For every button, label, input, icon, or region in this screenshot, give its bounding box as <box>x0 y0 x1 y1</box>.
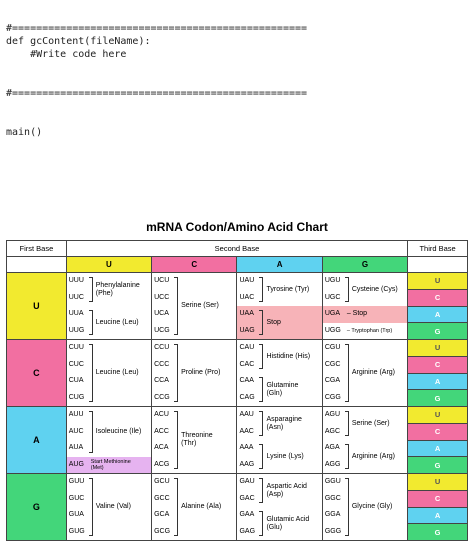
amino-acid-name: Phenylalanine <box>95 281 140 289</box>
codon-label: CGG <box>324 393 341 401</box>
codon-cell <box>152 340 237 407</box>
codon-label: CCG <box>154 393 170 401</box>
codon-cell <box>322 407 407 474</box>
codon-label: UCG <box>154 326 170 334</box>
first-base-u: U <box>7 273 67 340</box>
codon-label: UUU <box>68 277 84 284</box>
amino-acid-name: Histidine (His) <box>266 352 311 360</box>
amino-acid-label <box>96 503 131 511</box>
codon-group-bracket <box>174 344 178 402</box>
amino-acid-label <box>266 286 309 294</box>
amino-acid-label <box>266 453 303 461</box>
codon-label: GAA <box>239 511 255 518</box>
amino-acid-label <box>96 369 139 377</box>
codon-label: AAU <box>239 411 254 418</box>
codon-label: AUG <box>68 460 84 468</box>
first-base-header: First Base <box>7 241 67 257</box>
codon-label: GUU <box>68 478 85 485</box>
codon-label: AAC <box>239 427 254 435</box>
codon-label: AUC <box>68 427 84 435</box>
codon-label: CGU <box>324 344 341 351</box>
amino-acid-name: Arginine (Arg) <box>351 452 396 460</box>
amino-acid-name: Serine (Ser) <box>351 419 390 427</box>
codon-cell <box>152 407 237 474</box>
third-base-c: C <box>408 289 468 306</box>
amino-acid-abbr: (Asn) <box>266 423 284 431</box>
codon-cell <box>66 273 151 340</box>
first-base-c: C <box>7 340 67 407</box>
amino-acid-label <box>347 310 367 318</box>
codon-group-bracket <box>259 310 263 335</box>
code-editor[interactable] <box>6 22 466 139</box>
codon-group-bracket <box>89 310 93 335</box>
amino-acid-label <box>96 282 140 298</box>
first-base-g: G <box>7 474 67 541</box>
codon-cell <box>237 474 322 541</box>
codon-label: CAG <box>239 393 255 401</box>
codon-label: UUC <box>68 293 84 301</box>
codon-cell <box>66 474 151 541</box>
third-base-g: G <box>408 390 468 407</box>
amino-acid-name: Tyrosine (Tyr) <box>266 285 310 293</box>
codon-group-bracket <box>259 344 263 369</box>
amino-acid-name: Glutamic Acid <box>266 515 310 523</box>
codon-label: ACU <box>154 411 169 418</box>
amino-acid-abbr: (Gln) <box>266 389 283 397</box>
amino-acid-name: Glycine (Gly) <box>351 503 393 510</box>
codon-group-bracket <box>259 277 263 302</box>
codon-label: UUG <box>68 326 85 334</box>
amino-acid-label <box>352 503 392 511</box>
codon-label: AAG <box>239 460 255 468</box>
amino-acid-name: Asparagine <box>266 415 302 423</box>
third-base-header: Third Base <box>408 241 468 257</box>
codon-group-bracket <box>259 444 263 469</box>
codon-label: ACA <box>154 444 169 451</box>
codon-cell <box>237 273 322 340</box>
amino-acid-label <box>96 319 139 327</box>
amino-acid-label <box>347 328 392 334</box>
third-base-c: C <box>408 356 468 373</box>
second-base-c: C <box>152 257 237 273</box>
amino-acid-label <box>352 420 390 428</box>
codon-label: UUA <box>68 310 84 317</box>
codon-label: UAG <box>239 326 255 334</box>
codon-label: CCU <box>154 344 170 351</box>
codon-group-bracket <box>259 411 263 436</box>
codon-cell <box>237 407 322 474</box>
codon-group-bracket <box>259 377 263 402</box>
amino-acid-name: Start Methionine <box>90 458 131 465</box>
amino-acid-label <box>266 353 310 361</box>
codon-group-bracket <box>89 411 93 453</box>
codon-label: GUG <box>68 527 85 535</box>
codon-label: GCU <box>154 478 170 485</box>
amino-acid-label <box>91 459 131 471</box>
codon-cell <box>322 474 407 541</box>
amino-acid-label <box>266 319 280 327</box>
codon-label: UCU <box>154 277 170 284</box>
codon-label: CGC <box>324 360 341 368</box>
amino-acid-label <box>352 369 395 377</box>
codon-label: CAA <box>239 377 254 384</box>
third-base-c: C <box>408 490 468 507</box>
amino-acid-name: – Stop <box>346 310 368 318</box>
codon-label: CAU <box>239 344 255 351</box>
codon-label: UGG <box>324 326 341 334</box>
amino-acid-abbr: (Phe) <box>95 289 113 297</box>
second-base-u: U <box>66 257 151 273</box>
third-base-g: G <box>408 457 468 474</box>
codon-label: UCC <box>154 293 170 301</box>
codon-label: GAG <box>239 527 256 535</box>
codon-table <box>6 240 468 541</box>
amino-acid-label <box>266 382 298 398</box>
codon-group-bracket <box>174 277 178 335</box>
codon-group-bracket <box>345 444 349 469</box>
codon-cell <box>66 340 151 407</box>
codon-label: GUA <box>68 511 84 518</box>
codon-label: AUU <box>68 411 84 418</box>
amino-acid-label <box>352 453 395 461</box>
codon-label: UGA <box>324 310 340 317</box>
amino-acid-name: – Tryptophan (Trp) <box>346 327 393 334</box>
third-base-c: C <box>408 423 468 440</box>
code-separator-bottom: #================================================= <box>6 88 308 99</box>
codon-label: GAU <box>239 478 255 485</box>
codon-label: CCC <box>154 360 170 368</box>
codon-label: AGC <box>324 427 340 435</box>
codon-label: CAC <box>239 360 255 368</box>
codon-label: CUC <box>68 360 84 368</box>
amino-acid-abbr: (Met) <box>90 464 104 471</box>
codon-group-bracket <box>345 344 349 402</box>
codon-label: GGU <box>324 478 341 485</box>
codon-cell <box>152 474 237 541</box>
amino-acid-name: Leucine (Leu) <box>95 369 139 376</box>
code-separator-top: #================================================= <box>6 23 308 34</box>
codon-label: GCC <box>154 494 170 502</box>
amino-acid-name: Lysine (Lys) <box>266 452 304 460</box>
codon-label: AGG <box>324 460 341 468</box>
codon-label: CGA <box>324 377 340 384</box>
codon-group-bracket <box>89 277 93 302</box>
codon-label: UCA <box>154 310 169 317</box>
amino-acid-name: Valine (Val) <box>95 503 131 510</box>
codon-cell <box>322 340 407 407</box>
codon-group-bracket <box>174 478 178 536</box>
codon-label: UAA <box>239 310 254 317</box>
codon-label: GCA <box>154 511 170 518</box>
first-base-a: A <box>7 407 67 474</box>
codon-label: CUU <box>68 344 84 351</box>
second-base-a: A <box>237 257 322 273</box>
codon-label: ACG <box>154 460 170 468</box>
amino-acid-label <box>181 503 221 511</box>
codon-label: CUG <box>68 393 85 401</box>
third-base-a: A <box>408 306 468 323</box>
amino-acid-name: Arginine (Arg) <box>351 369 396 376</box>
third-base-u: U <box>408 407 468 424</box>
amino-acid-name: Isoleucine (Ile) <box>95 427 142 435</box>
amino-acid-name: Stop <box>266 318 281 326</box>
amino-acid-label <box>181 432 213 448</box>
third-base-u: U <box>408 340 468 357</box>
codon-label: GGA <box>324 511 341 518</box>
codon-label: GUC <box>68 494 85 502</box>
codon-label: UGU <box>324 277 341 284</box>
codon-cell <box>322 273 407 340</box>
codon-group-bracket <box>345 277 349 302</box>
amino-acid-abbr: (Glu) <box>266 523 283 531</box>
amino-acid-abbr: (Asp) <box>266 490 284 498</box>
codon-label: AAA <box>239 444 254 451</box>
amino-acid-name: Aspartic Acid <box>266 482 307 490</box>
code-main-call: main() <box>6 127 43 138</box>
amino-acid-label <box>181 369 220 377</box>
amino-acid-name: Proline (Pro) <box>181 369 221 376</box>
amino-acid-label <box>352 286 398 294</box>
codon-label: GCG <box>154 527 171 535</box>
third-base-a: A <box>408 373 468 390</box>
codon-label: UAC <box>239 293 255 301</box>
codon-group-bracket <box>174 411 178 469</box>
codon-cell <box>237 340 322 407</box>
amino-acid-label <box>181 302 219 310</box>
third-base-g: G <box>408 323 468 340</box>
amino-acid-name: Leucine (Leu) <box>95 318 139 326</box>
chart-title: mRNA Codon/Amino Acid Chart <box>146 220 328 234</box>
codon-cell <box>152 273 237 340</box>
codon-label: AGU <box>324 411 340 418</box>
codon-label: AGA <box>324 444 340 451</box>
codon-cell <box>66 407 151 474</box>
amino-acid-name: Serine (Ser) <box>181 302 219 309</box>
third-base-a: A <box>408 507 468 524</box>
codon-group-bracket <box>345 478 349 536</box>
codon-label: CUA <box>68 377 84 384</box>
amino-acid-name: Glutamine <box>266 381 299 389</box>
amino-acid-label <box>96 428 142 436</box>
second-base-g: G <box>322 257 407 273</box>
codon-label: UGC <box>324 293 341 301</box>
code-comment-line: #Write code here <box>6 49 127 60</box>
codon-label: UAU <box>239 277 255 284</box>
third-base-a: A <box>408 440 468 457</box>
codon-group-bracket <box>89 478 93 536</box>
codon-label: CCA <box>154 377 169 384</box>
amino-acid-abbr: (Thr) <box>181 440 197 447</box>
code-def-line: def gcContent(fileName): <box>6 36 151 47</box>
codon-group-bracket <box>89 344 93 402</box>
codon-label: AUA <box>68 444 84 451</box>
amino-acid-label <box>266 516 309 532</box>
amino-acid-name: Threonine <box>181 432 213 439</box>
codon-group-bracket <box>259 511 263 536</box>
amino-acid-name: Cysteine (Cys) <box>351 285 398 293</box>
amino-acid-label <box>266 416 301 432</box>
second-base-header: Second Base <box>66 241 407 257</box>
codon-label: GGC <box>324 494 341 502</box>
amino-acid-name: Alanine (Ala) <box>181 503 222 510</box>
codon-group-bracket <box>345 411 349 436</box>
third-base-g: G <box>408 524 468 541</box>
codon-group-bracket <box>259 478 263 503</box>
third-base-u: U <box>408 273 468 290</box>
amino-acid-label <box>266 483 306 499</box>
codon-label: GAC <box>239 494 255 502</box>
codon-label: ACC <box>154 427 169 435</box>
third-base-u: U <box>408 474 468 491</box>
codon-label: GGG <box>324 527 342 535</box>
